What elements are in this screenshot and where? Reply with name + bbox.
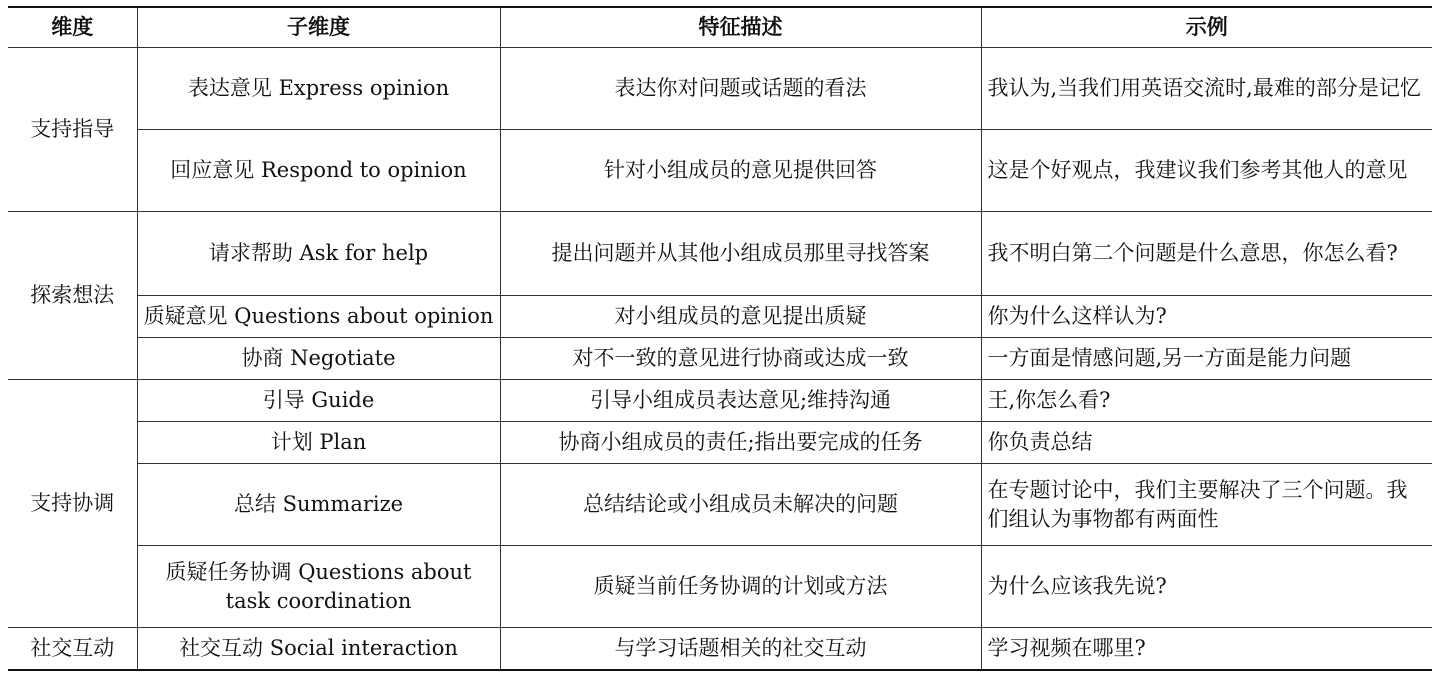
sub-dimension-cell: 质疑任务协调 Questions about task coordination [137,546,500,628]
sub-dimension-cell: 质疑意见 Questions about opinion [137,296,500,338]
example-cell: 这是个好观点，我建议我们参考其他人的意见 [981,130,1432,212]
example-cell: 为什么应该我先说? [981,546,1432,628]
header-description: 特征描述 [500,7,981,48]
sub-dimension-cell: 表达意见 Express opinion [137,48,500,130]
table-row [8,338,1432,380]
description-cell: 质疑当前任务协调的计划或方法 [500,546,981,628]
header-row [8,7,1432,48]
table-row [8,380,1432,422]
table-row [8,296,1432,338]
sub-dimension-cell: 协商 Negotiate [137,338,500,380]
description-cell: 与学习话题相关的社交互动 [500,628,981,670]
header-dimension: 维度 [8,7,137,48]
description-cell: 提出问题并从其他小组成员那里寻找答案 [500,212,981,296]
header-example: 示例 [981,7,1432,48]
description-cell: 引导小组成员表达意见;维持沟通 [500,380,981,422]
example-cell: 我不明白第二个问题是什么意思，你怎么看? [981,212,1432,296]
dimension-cell: 支持指导 [8,48,137,212]
table-row [8,130,1432,212]
table-row [8,212,1432,296]
example-cell: 在专题讨论中，我们主要解决了三个问题。我们组认为事物都有两面性 [981,464,1432,546]
example-cell: 王,你怎么看? [981,380,1432,422]
description-cell: 表达你对问题或话题的看法 [500,48,981,130]
sub-dimension-cell: 计划 Plan [137,422,500,464]
table-row [8,546,1432,628]
example-cell: 学习视频在哪里? [981,628,1432,670]
table-row [8,48,1432,130]
description-cell: 对小组成员的意见提出质疑 [500,296,981,338]
table-row [8,464,1432,546]
dimension-cell: 探索想法 [8,212,137,380]
example-cell: 你为什么这样认为? [981,296,1432,338]
sub-dimension-cell: 请求帮助 Ask for help [137,212,500,296]
sub-dimension-cell: 回应意见 Respond to opinion [137,130,500,212]
sub-dimension-cell: 社交互动 Social interaction [137,628,500,670]
table-row [8,628,1432,670]
table-row [8,422,1432,464]
example-cell: 你负责总结 [981,422,1432,464]
coding-scheme-table [8,6,1432,671]
description-cell: 协商小组成员的责任;指出要完成的任务 [500,422,981,464]
example-cell: 一方面是情感问题,另一方面是能力问题 [981,338,1432,380]
description-cell: 针对小组成员的意见提供回答 [500,130,981,212]
sub-dimension-cell: 引导 Guide [137,380,500,422]
dimension-cell: 社交互动 [8,628,137,670]
sub-dimension-cell: 总结 Summarize [137,464,500,546]
header-sub-dimension: 子维度 [137,7,500,48]
description-cell: 对不一致的意见进行协商或达成一致 [500,338,981,380]
dimension-cell: 支持协调 [8,380,137,628]
description-cell: 总结结论或小组成员未解决的问题 [500,464,981,546]
example-cell: 我认为,当我们用英语交流时,最难的部分是记忆 [981,48,1432,130]
